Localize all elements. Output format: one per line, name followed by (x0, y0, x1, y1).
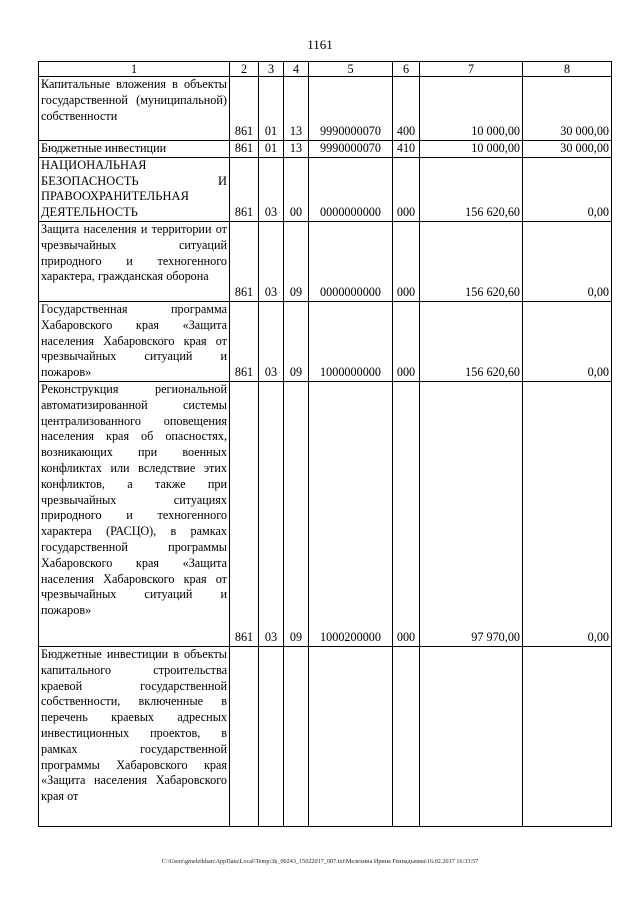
table-row (39, 157, 612, 221)
row-name: Бюджетные инвестиции (39, 141, 230, 158)
row-ministry-code: 861 (230, 381, 259, 646)
row-amount-2: 0,00 (523, 221, 612, 301)
row-expense-type: 000 (393, 157, 420, 221)
row-amount-1: 10 000,00 (420, 141, 523, 158)
budget-table (38, 61, 612, 827)
table-row (39, 141, 612, 158)
row-target-article (309, 646, 393, 826)
row-ministry-code: 861 (230, 301, 259, 381)
row-amount-2: 30 000,00 (523, 141, 612, 158)
row-target-article: 0000000000 (309, 221, 393, 301)
row-amount-2: 0,00 (523, 157, 612, 221)
row-target-article: 0000000000 (309, 157, 393, 221)
table-row (39, 646, 612, 826)
row-expense-type (393, 646, 420, 826)
row-subsection: 00 (284, 157, 309, 221)
row-name: Государственная программа Хабаровского края «Защита населения Хабаровского края от чрезвычайных ситуаций и пожаров» (39, 301, 230, 381)
header-col-7: 7 (420, 62, 523, 77)
row-amount-1: 97 970,00 (420, 381, 523, 646)
header-col-8: 8 (523, 62, 612, 77)
row-expense-type: 000 (393, 301, 420, 381)
header-col-4: 4 (284, 62, 309, 77)
row-subsection: 09 (284, 301, 309, 381)
row-name: Бюджетные инвестиции в объекты капитального строительства краевой государственной собственности, включенные в перечень краевых адресных инвестиционных проектов, в рамках государственной программы Хабаровского края «Защита населения Хабаровского края от (39, 646, 230, 826)
row-amount-1: 156 620,60 (420, 221, 523, 301)
row-subsection (284, 646, 309, 826)
row-target-article: 1000200000 (309, 381, 393, 646)
row-target-article: 9990000070 (309, 141, 393, 158)
table-row (39, 381, 612, 646)
row-amount-2: 0,00 (523, 381, 612, 646)
file-path-footer: C:\Users\gmeleikhan\AppData\Local\Temp\3k_00243_15022017_007.txt\Мелехина Ирина Геннадьевна\16.02.2017 16:33:57 (161, 858, 479, 865)
table-row (39, 77, 612, 141)
row-ministry-code (230, 646, 259, 826)
row-section (259, 646, 284, 826)
row-name: Капитальные вложения в объекты государственной (муниципальной) собственности (39, 77, 230, 141)
row-target-article: 1000000000 (309, 301, 393, 381)
row-section: 03 (259, 157, 284, 221)
row-name: НАЦИОНАЛЬНАЯ БЕЗОПАСНОСТЬ И ПРАВООХРАНИТЕЛЬНАЯ ДЕЯТЕЛЬНОСТЬ (39, 157, 230, 221)
row-target-article: 9990000070 (309, 77, 393, 141)
table-row (39, 301, 612, 381)
row-amount-1 (420, 646, 523, 826)
header-col-6: 6 (393, 62, 420, 77)
header-row (39, 62, 612, 77)
row-ministry-code: 861 (230, 141, 259, 158)
row-subsection: 13 (284, 77, 309, 141)
row-ministry-code: 861 (230, 77, 259, 141)
row-expense-type: 400 (393, 77, 420, 141)
row-amount-2: 0,00 (523, 301, 612, 381)
row-amount-1: 10 000,00 (420, 77, 523, 141)
header-col-1: 1 (39, 62, 230, 77)
row-section: 03 (259, 221, 284, 301)
header-col-3: 3 (259, 62, 284, 77)
page-number: 1161 (307, 37, 333, 52)
row-section: 03 (259, 381, 284, 646)
row-section: 01 (259, 77, 284, 141)
header-col-5: 5 (309, 62, 393, 77)
row-section: 01 (259, 141, 284, 158)
header-col-2: 2 (230, 62, 259, 77)
row-amount-2: 30 000,00 (523, 77, 612, 141)
row-name: Реконструкция региональной автоматизированной системы централизованного оповещения населения края об опасностях, возникающих при военных конфликтах или вследствие этих конфликтов, а также при чрезвычайных ситуациях природного и техногенного характера (РАСЦО), в рамках государственной программы Хабаровского края «Защита населения Хабаровского края от чрезвычайных ситуаций и пожаров» (39, 381, 230, 646)
row-ministry-code: 861 (230, 157, 259, 221)
row-expense-type: 000 (393, 221, 420, 301)
table-row (39, 221, 612, 301)
row-subsection: 09 (284, 221, 309, 301)
row-amount-2 (523, 646, 612, 826)
row-name: Защита населения и территории от чрезвычайных ситуаций природного и техногенного характера, гражданская оборона (39, 221, 230, 301)
row-section: 03 (259, 301, 284, 381)
row-subsection: 09 (284, 381, 309, 646)
row-expense-type: 000 (393, 381, 420, 646)
row-expense-type: 410 (393, 141, 420, 158)
row-subsection: 13 (284, 141, 309, 158)
row-ministry-code: 861 (230, 221, 259, 301)
row-amount-1: 156 620,60 (420, 157, 523, 221)
row-amount-1: 156 620,60 (420, 301, 523, 381)
